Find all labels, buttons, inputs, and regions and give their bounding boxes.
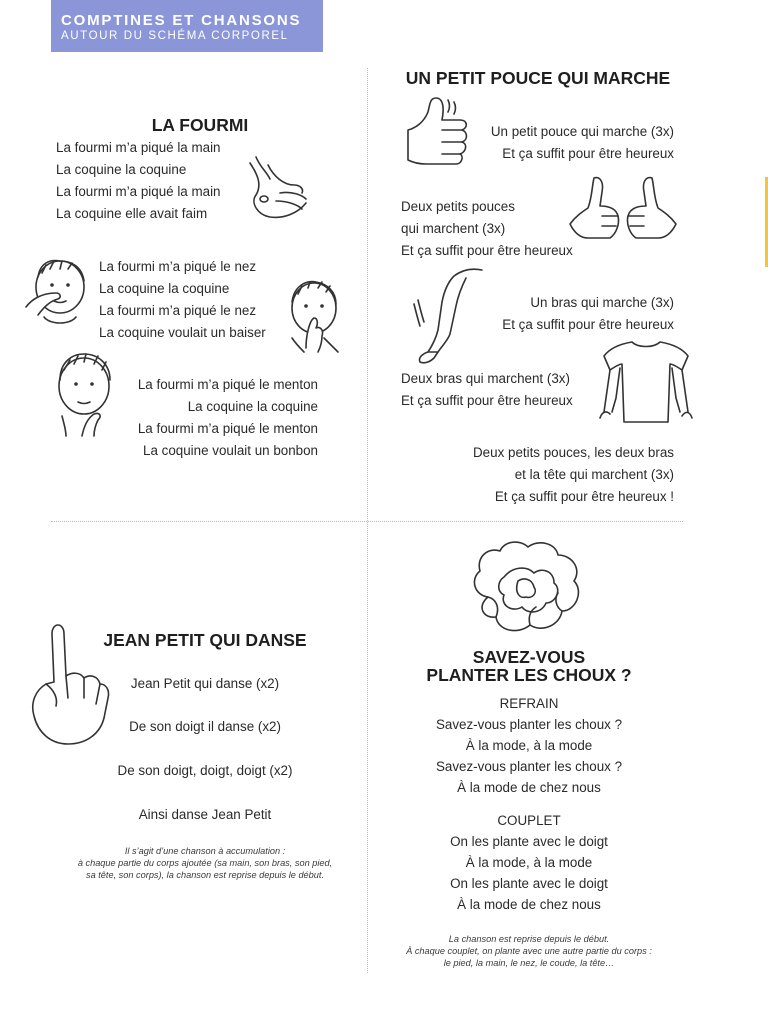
lyric-line: Un bras qui marche (3x)	[530, 295, 674, 310]
pouce-stanza-4	[401, 368, 573, 412]
lyric-line: qui marchent (3x)	[401, 221, 506, 236]
fourmi-stanza-3	[110, 374, 318, 462]
lyric-line: Savez-vous planter les choux ?	[435, 759, 623, 774]
child-kiss-illustration	[284, 278, 344, 358]
fourmi-stanza-2	[99, 256, 266, 344]
lyric-line: De son doigt il danse (x2)	[129, 719, 281, 734]
pouce-stanza-5	[420, 442, 674, 508]
lyric-line: La fourmi m’a piqué le nez	[99, 259, 257, 274]
lyric-line: La fourmi m’a piqué le nez	[99, 303, 257, 318]
couplet-label: COUPLET	[497, 813, 561, 828]
lyric-line: On les plante avec le doigt	[450, 876, 608, 891]
lyric-line: Et ça suffit pour être heureux	[502, 146, 674, 161]
header-subtitle: AUTOUR DU SCHÉMA CORPOREL	[61, 30, 289, 42]
pouce-title: UN PETIT POUCE QUI MARCHE	[405, 68, 671, 88]
fourmi-stanza-1	[56, 137, 221, 225]
choux-title	[408, 648, 650, 684]
lyric-line: À la mode de chez nous	[457, 780, 601, 795]
lyric-line: La fourmi m’a piqué le menton	[137, 421, 318, 436]
lyric-line: La fourmi m’a piqué le menton	[137, 377, 318, 392]
lyric-line: La coquine elle avait faim	[56, 206, 208, 221]
header-title: COMPTINES ET CHANSONS	[61, 12, 302, 29]
note-line: Il s’agit d’une chanson à accumulation :	[124, 846, 286, 856]
lyric-line: Et ça suffit pour être heureux	[401, 393, 573, 408]
note-line: sa tête, son corps), la chanson est reprise depuis le début.	[86, 870, 324, 880]
header-banner	[51, 0, 323, 52]
refrain-label: REFRAIN	[499, 696, 559, 711]
lyric-line: La coquine la coquine	[56, 162, 187, 177]
lyric-line: On les plante avec le doigt	[450, 834, 608, 849]
choux-title-line-2: PLANTER LES CHOUX ?	[426, 665, 632, 685]
note-line: À chaque couplet, on plante avec une autre partie du corps :	[406, 946, 652, 956]
child-nose-illustration	[20, 255, 92, 330]
fourmi-title: LA FOURMI	[151, 115, 249, 135]
horizontal-divider	[51, 521, 683, 522]
lyric-line: Et ça suffit pour être heureux !	[494, 489, 674, 504]
lyric-line: et la tête qui marchent (3x)	[514, 467, 674, 482]
lyric-line: Deux bras qui marchent (3x)	[401, 371, 570, 386]
lyric-line: Un petit pouce qui marche (3x)	[490, 124, 674, 139]
note-line: le pied, la main, le nez, le coude, la tête…	[443, 958, 615, 968]
lyric-line: De son doigt, doigt, doigt (x2)	[117, 763, 293, 778]
choux-couplet	[390, 810, 668, 915]
lyric-line: À la mode de chez nous	[457, 897, 601, 912]
choux-note	[380, 933, 678, 969]
lyric-line: Deux petits pouces	[401, 199, 515, 214]
jean-note	[55, 845, 355, 881]
hand-ant-illustration	[240, 155, 312, 225]
lyric-line: La coquine voulait un bonbon	[143, 443, 318, 458]
pouce-stanza-1	[440, 121, 674, 165]
torso-arms-illustration	[596, 338, 696, 428]
lyric-line: Jean Petit qui danse (x2)	[130, 676, 280, 691]
lyric-line: Et ça suffit pour être heureux	[401, 243, 573, 258]
two-thumbs-illustration	[566, 172, 680, 242]
lyric-line: Deux petits pouces, les deux bras	[473, 445, 674, 460]
lyric-line: La coquine voulait un baiser	[99, 325, 266, 340]
choux-title-line-1: SAVEZ-VOUS	[472, 647, 586, 667]
pouce-stanza-3	[440, 292, 674, 336]
lyric-line: Savez-vous planter les choux ?	[435, 717, 623, 732]
lyric-line: Ainsi danse Jean Petit	[138, 807, 272, 822]
lyric-line: À la mode, à la mode	[465, 738, 593, 753]
lyric-line: La coquine la coquine	[187, 399, 318, 414]
lyric-line: Et ça suffit pour être heureux	[502, 317, 674, 332]
note-line: La chanson est reprise depuis le début.	[448, 934, 610, 944]
pouce-stanza-2	[401, 196, 573, 262]
lyric-line: La coquine la coquine	[99, 281, 230, 296]
lyric-line: La fourmi m’a piqué la main	[56, 184, 221, 199]
note-line: à chaque partie du corps ajoutée (sa main, son bras, son pied,	[77, 858, 333, 868]
choux-refrain	[390, 693, 668, 798]
jean-title: JEAN PETIT QUI DANSE	[103, 630, 307, 650]
cabbage-illustration	[468, 537, 586, 637]
lyric-line: À la mode, à la mode	[465, 855, 593, 870]
lyric-line: La fourmi m’a piqué la main	[56, 140, 221, 155]
